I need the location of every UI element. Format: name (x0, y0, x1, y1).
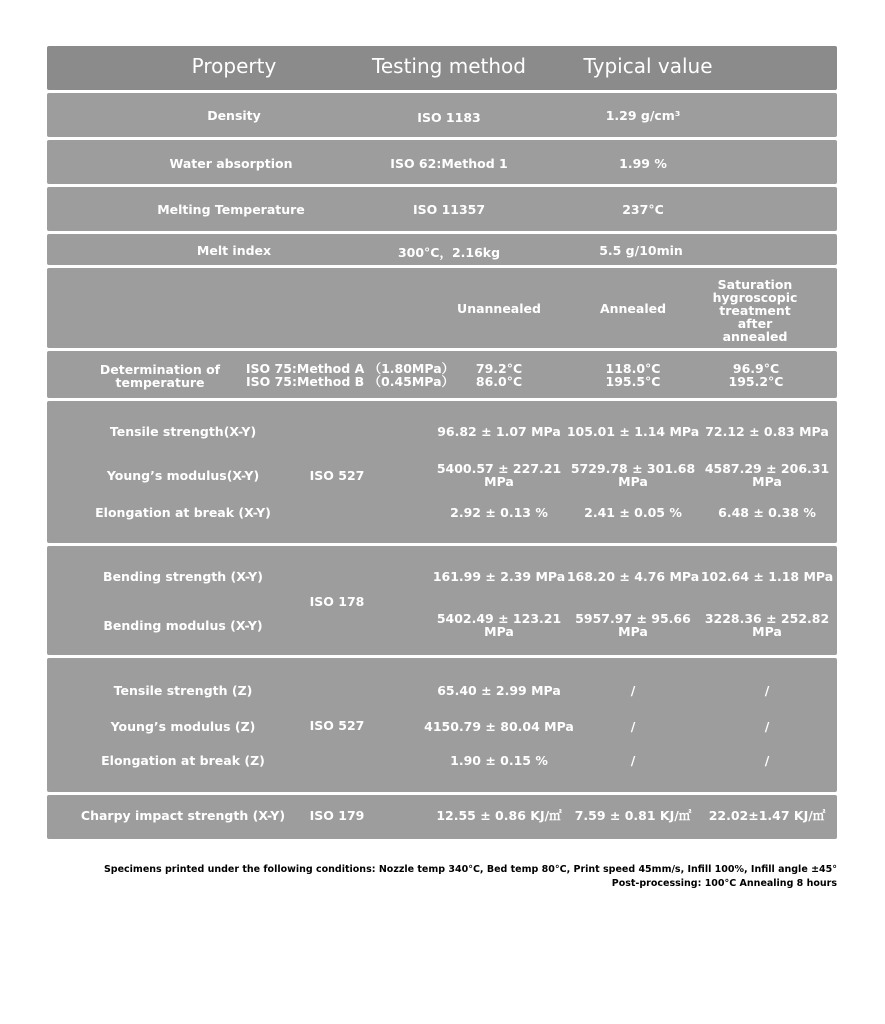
value-cell: / (764, 719, 770, 734)
method-cell: ISO 75:Method A （1.80MPa） (245, 361, 455, 376)
value-cell: 102.64 ± 1.18 MPa (700, 569, 834, 584)
value-cell: 79.2°C (475, 361, 523, 376)
method-cell: 300°C，2.16kg (397, 245, 501, 260)
value-cell: 5402.49 ± 123.21 MPa (436, 611, 562, 639)
property-cell: Elongation at break (Z) (101, 753, 265, 768)
value-cell: 7.59 ± 0.81 KJ/㎡ (574, 808, 692, 823)
value-cell: 2.92 ± 0.13 % (450, 505, 548, 520)
value-cell: 5957.97 ± 95.66 MPa (575, 611, 691, 639)
value-cell: 5729.78 ± 301.68 MPa (570, 461, 696, 489)
method-cell: ISO 62:Method 1 (390, 156, 508, 171)
value-cell: 118.0°C (605, 361, 661, 376)
method-cell: ISO 179 (309, 808, 365, 823)
value-cell: 195.2°C (728, 374, 784, 389)
value-cell: 4587.29 ± 206.31 MPa (704, 461, 830, 489)
value-cell: 12.55 ± 0.86 KJ/㎡ (436, 808, 562, 823)
footnote-print-conditions: Specimens printed under the following conditions: Nozzle temp 340°C, Bed temp 80°C, Print speed 45mm/s, Infill 100%, Infill angle ±45° (103, 864, 837, 875)
value-cell: / (630, 753, 636, 768)
value-cell: 96.82 ± 1.07 MPa (437, 424, 561, 439)
property-cell: Charpy impact strength (X-Y) (80, 808, 286, 823)
value-cell: 1.90 ± 0.15 % (450, 753, 548, 768)
value-cell: 3228.36 ± 252.82 MPa (704, 611, 830, 639)
footnote-post-processing: Post-processing: 100°C Annealing 8 hours (611, 878, 837, 889)
value-cell: 96.9°C (732, 361, 780, 376)
value-cell: 65.40 ± 2.99 MPa (437, 683, 561, 698)
property-cell: Young’s modulus(X-Y) (106, 468, 260, 483)
value-cell: 105.01 ± 1.14 MPa (566, 424, 700, 439)
method-cell: ISO 527 (309, 468, 365, 483)
property-cell: Determination of temperature (99, 362, 221, 390)
value-cell: 86.0°C (475, 374, 523, 389)
method-cell: ISO 178 (309, 594, 365, 609)
value-cell: 161.99 ± 2.39 MPa (432, 569, 566, 584)
subheader-annealed: Annealed (599, 301, 667, 316)
value-cell: 22.02±1.47 KJ/㎡ (708, 808, 826, 823)
value-cell: 5.5 g/10min (599, 243, 683, 258)
method-cell: ISO 527 (309, 718, 365, 733)
header-property: Property (191, 54, 277, 78)
subheader-saturation: Saturation hygroscopic treatment after annealed (712, 277, 798, 344)
value-cell: 72.12 ± 0.83 MPa (705, 424, 829, 439)
property-cell: Tensile strength (Z) (113, 683, 253, 698)
property-cell: Bending modulus (X-Y) (103, 618, 263, 633)
value-cell: 1.29 g/cm³ (605, 108, 681, 123)
property-cell: Density (207, 108, 261, 123)
property-cell: Bending strength (X-Y) (103, 569, 263, 584)
value-cell: 4150.79 ± 80.04 MPa (424, 719, 574, 734)
value-cell: / (630, 683, 636, 698)
header-typical-value: Typical value (583, 54, 713, 78)
value-cell: / (764, 753, 770, 768)
header-testing-method: Testing method (372, 54, 526, 78)
method-cell: ISO 11357 (412, 202, 486, 217)
property-cell: Young’s modulus (Z) (110, 719, 256, 734)
method-cell: ISO 75:Method B （0.45MPa） (245, 374, 455, 389)
subheader-unannealed: Unannealed (457, 301, 541, 316)
value-cell: 1.99 % (619, 156, 667, 171)
property-cell: Melting Temperature (157, 202, 305, 217)
value-cell: 237°C (622, 202, 664, 217)
value-cell: 6.48 ± 0.38 % (718, 505, 816, 520)
property-cell: Tensile strength(X-Y) (109, 424, 257, 439)
value-cell: 2.41 ± 0.05 % (584, 505, 682, 520)
property-cell: Elongation at break (X-Y) (95, 505, 271, 520)
value-cell: 195.5°C (605, 374, 661, 389)
value-cell: / (630, 719, 636, 734)
value-cell: / (764, 683, 770, 698)
value-cell: 168.20 ± 4.76 MPa (566, 569, 700, 584)
property-cell: Water absorption (169, 156, 293, 171)
table-group (47, 546, 837, 655)
value-cell: 5400.57 ± 227.21 MPa (436, 461, 562, 489)
property-cell: Melt index (196, 243, 272, 258)
method-cell: ISO 1183 (417, 110, 481, 125)
